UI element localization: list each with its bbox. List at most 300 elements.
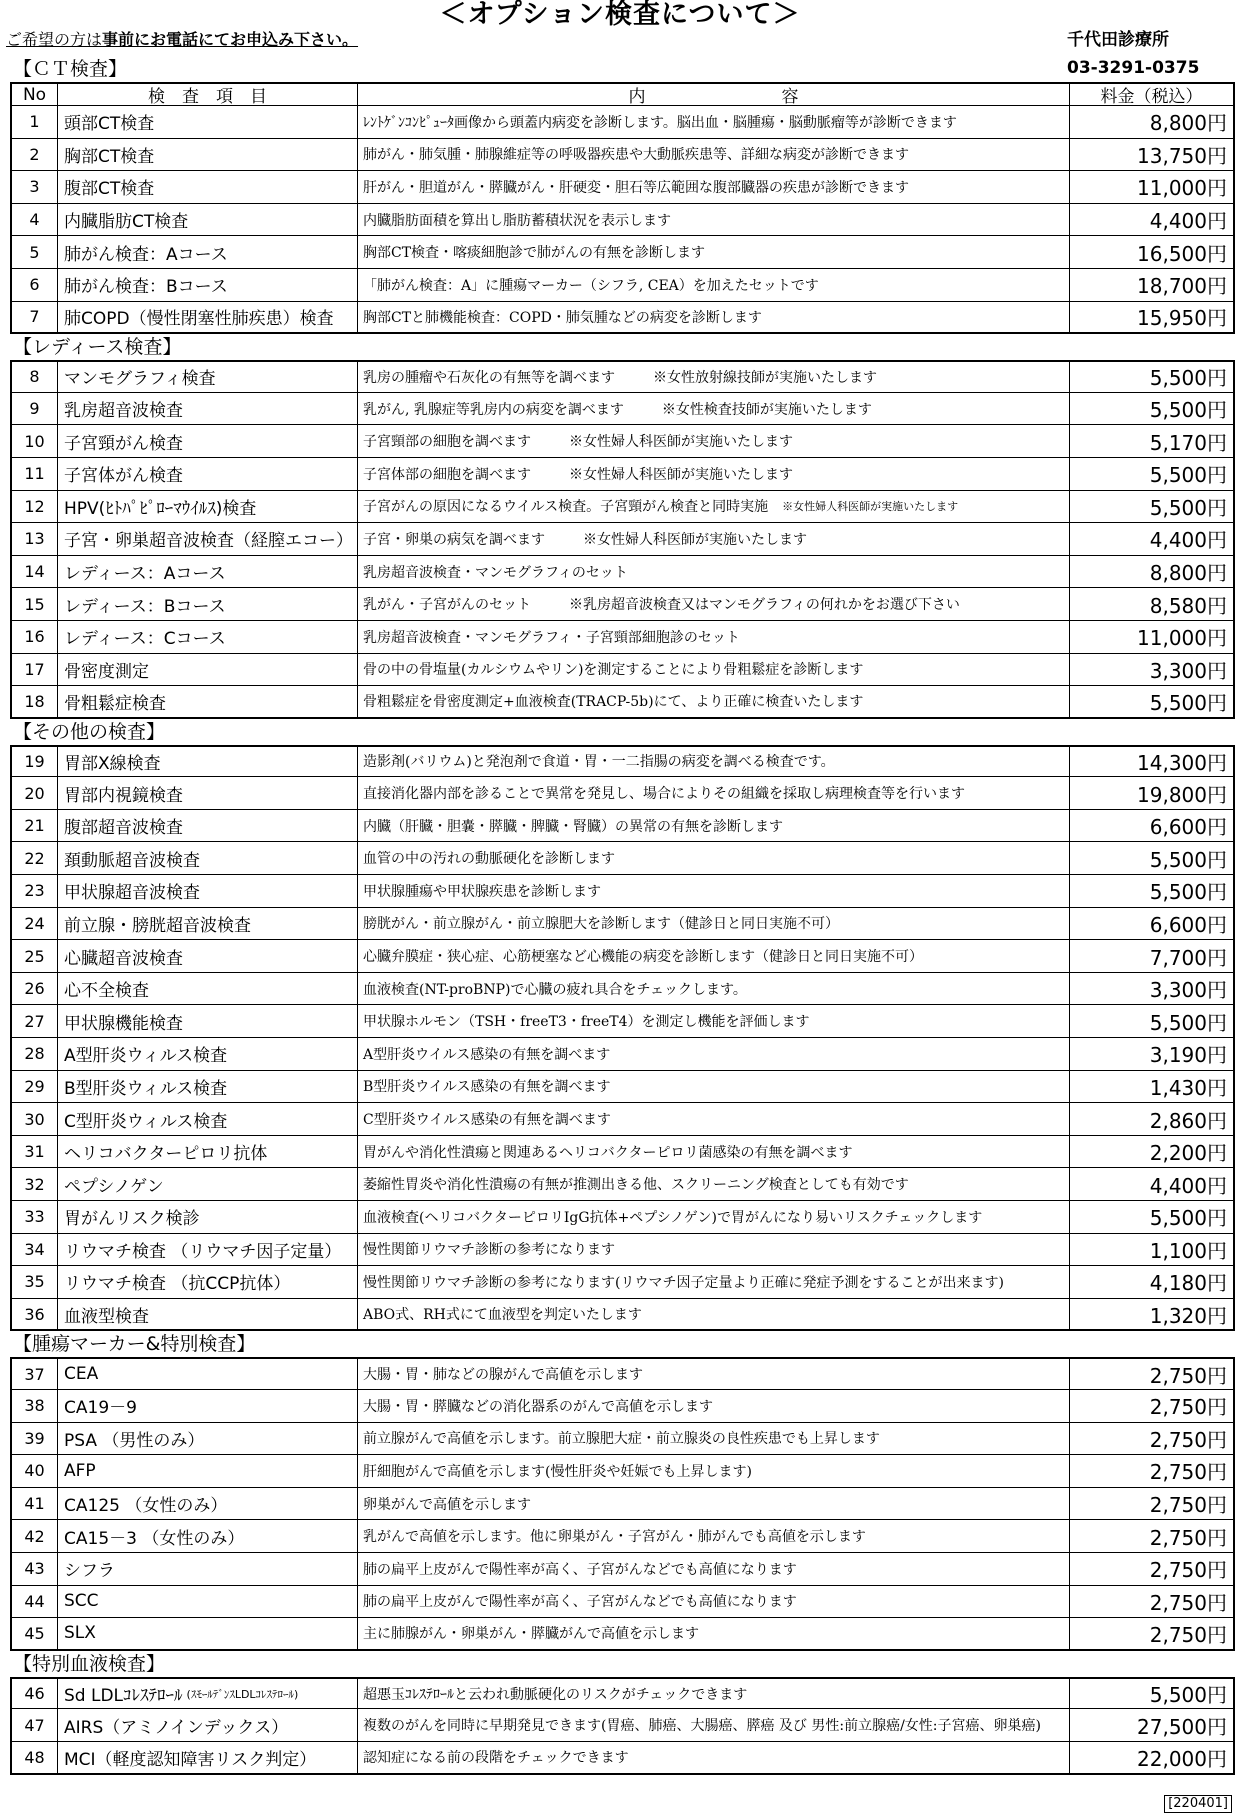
exam-name bbox=[58, 269, 358, 301]
exam-description bbox=[358, 236, 1070, 268]
exam-name-text: 血液型検査 bbox=[64, 1306, 149, 1327]
exam-name-note: (ｽﾓｰﾙﾃﾞﾝｽLDLｺﾚｽﾃﾛｰﾙ) bbox=[186, 1687, 299, 1701]
row-number: 10 bbox=[12, 425, 58, 457]
exam-description bbox=[358, 1038, 1070, 1070]
exam-price: 22,000円 bbox=[1137, 1746, 1227, 1771]
table-row bbox=[10, 1071, 1235, 1104]
exam-description-text: 内臓脂肪面積を算出し脂肪蓄積状況を表示します bbox=[363, 212, 671, 229]
row-number: 12 bbox=[12, 491, 58, 523]
table-row bbox=[10, 556, 1235, 589]
row-number: 17 bbox=[12, 654, 58, 686]
exam-name-text: 骨密度測定 bbox=[64, 661, 149, 682]
exam-name-text: 骨粗鬆症検査 bbox=[64, 693, 166, 714]
row-number: 31 bbox=[12, 1136, 58, 1168]
exam-description bbox=[358, 810, 1070, 842]
exam-price: 11,000円 bbox=[1137, 626, 1227, 651]
exam-description-text: 血管の中の汚れの動脈硬化を診断します bbox=[363, 851, 615, 868]
exam-description bbox=[358, 1520, 1070, 1552]
row-number: 40 bbox=[12, 1455, 58, 1487]
exam-name bbox=[58, 1299, 358, 1330]
exam-name-text: レディース：Bコース bbox=[64, 596, 226, 617]
row-number: 22 bbox=[12, 842, 58, 874]
exam-name-text: Sd LDLｺﾚｽﾃﾛｰﾙ bbox=[64, 1686, 183, 1707]
exam-price: 2,750円 bbox=[1149, 1427, 1227, 1452]
exam-name-text: リウマチ検査 （抗CCP抗体） bbox=[64, 1274, 291, 1295]
exam-price: 5,500円 bbox=[1149, 1010, 1227, 1035]
exam-description bbox=[358, 425, 1070, 457]
exam-price: 16,500円 bbox=[1137, 241, 1227, 266]
exam-price: 4,400円 bbox=[1149, 528, 1227, 553]
exam-description-text: C型肝炎ウイルス感染の有無を調べます bbox=[363, 1112, 611, 1129]
exam-description-text: 乳がん・子宮がんのセット bbox=[363, 597, 531, 614]
exam-description bbox=[358, 302, 1070, 333]
exam-description-text: 肝がん・胆道がん・膵臓がん・肝硬変・胆石等広範囲な腹部臓器の疾患が診断できます bbox=[363, 179, 909, 196]
exam-price: 13,750円 bbox=[1137, 143, 1227, 168]
exam-name-text: 心臓超音波検査 bbox=[64, 948, 183, 969]
exam-name bbox=[58, 1520, 358, 1552]
row-number: 38 bbox=[12, 1390, 58, 1422]
table-row bbox=[10, 842, 1235, 875]
page-title: ＜オプション検査について＞ bbox=[439, 0, 801, 30]
exam-description bbox=[358, 1553, 1070, 1585]
exam-description-text: 乳房超音波検査・マンモグラフィ・子宮頸部細胞診のセット bbox=[363, 629, 740, 646]
exam-description bbox=[358, 1709, 1070, 1741]
exam-price: 2,200円 bbox=[1149, 1141, 1227, 1166]
row-number: 4 bbox=[12, 204, 58, 236]
exam-name-text: 肺がん検査：Bコース bbox=[64, 277, 228, 298]
exam-name-text: レディース：Cコース bbox=[64, 629, 226, 650]
exam-description-text: 肝細胞がんで高値を示します(慢性肝炎や妊娠でも上昇します) bbox=[363, 1463, 752, 1480]
exam-name bbox=[58, 842, 358, 874]
exam-name bbox=[58, 236, 358, 268]
exam-name-text: シフラ bbox=[64, 1561, 115, 1582]
price-table bbox=[10, 56, 1235, 1775]
exam-description bbox=[358, 269, 1070, 301]
header-item: 検 査 項 目 bbox=[58, 84, 358, 105]
exam-description-text: 胸部CTと肺機能検査：COPD・肺気腫などの病変を診断します bbox=[363, 309, 762, 326]
exam-price: 1,100円 bbox=[1149, 1238, 1227, 1263]
table-row bbox=[10, 491, 1235, 524]
document-code: [220401] bbox=[1164, 1795, 1232, 1813]
exam-description bbox=[358, 1299, 1070, 1330]
exam-description-text: 肺がん・肺気腫・肺腺維症等の呼吸器疾患や大動脈疾患等、詳細な病変が診断できます bbox=[363, 147, 909, 164]
row-number: 42 bbox=[12, 1520, 58, 1552]
exam-name-text: CA125 （女性のみ） bbox=[64, 1496, 228, 1517]
exam-description bbox=[358, 875, 1070, 907]
exam-name-text: 胃部X線検査 bbox=[64, 753, 161, 774]
table-row bbox=[10, 1266, 1235, 1299]
table-row bbox=[10, 1136, 1235, 1169]
table-row bbox=[10, 1357, 1235, 1390]
exam-name-text: 腹部CT検査 bbox=[64, 179, 155, 200]
exam-name-text: 頚動脈超音波検査 bbox=[64, 850, 200, 871]
exam-description-text: 子宮頸部の細胞を調べます bbox=[363, 434, 531, 451]
table-row bbox=[10, 523, 1235, 556]
exam-price: 1,320円 bbox=[1149, 1303, 1227, 1328]
exam-price: 5,500円 bbox=[1149, 880, 1227, 905]
exam-price: 2,860円 bbox=[1149, 1108, 1227, 1133]
exam-name bbox=[58, 556, 358, 588]
exam-name-text: 子宮・卵巣超音波検査（経膣エコー） bbox=[64, 531, 353, 552]
row-number: 8 bbox=[12, 362, 58, 392]
section-title: 【腫瘍マーカー&特別検査】 bbox=[13, 1333, 256, 1356]
exam-name bbox=[58, 810, 358, 842]
row-number: 36 bbox=[12, 1299, 58, 1330]
exam-description-text: 乳房超音波検査・マンモグラフィのセット bbox=[363, 564, 628, 581]
exam-name bbox=[58, 1103, 358, 1135]
row-number: 43 bbox=[12, 1553, 58, 1585]
exam-description-text: 主に肺腺がん・卵巣がん・膵臓がんで高値を示します bbox=[363, 1626, 699, 1643]
exam-description bbox=[358, 139, 1070, 171]
exam-name-text: 胸部CT検査 bbox=[64, 146, 155, 167]
exam-name-text: 子宮頸がん検査 bbox=[64, 433, 183, 454]
exam-price: 4,400円 bbox=[1149, 209, 1227, 234]
row-number: 32 bbox=[12, 1168, 58, 1200]
table-row bbox=[10, 1390, 1235, 1423]
exam-name bbox=[58, 523, 358, 555]
exam-name-text: ペプシノゲン bbox=[64, 1176, 164, 1197]
row-number: 47 bbox=[12, 1709, 58, 1741]
exam-description-text: 胃がんや消化性潰瘍と関連あるヘリコバクターピロリ菌感染の有無を調べます bbox=[363, 1144, 853, 1161]
exam-description bbox=[358, 1005, 1070, 1037]
exam-description-text: 乳がんで高値を示します。他に卵巣がん・子宮がん・肺がんでも高値を示します bbox=[363, 1529, 866, 1546]
exam-description-text: 超悪玉ｺﾚｽﾃﾛｰﾙと云われ動脈硬化のリスクがチェックできます bbox=[363, 1686, 748, 1703]
exam-name bbox=[58, 1709, 358, 1741]
exam-description bbox=[358, 1266, 1070, 1298]
header-content: 内 容 bbox=[358, 84, 1070, 105]
exam-description-text: 「肺がん検査：A」に腫瘍マーカー（シフラ, CEA）を加えたセットです bbox=[363, 277, 819, 294]
exam-description bbox=[358, 747, 1070, 777]
table-row bbox=[10, 171, 1235, 204]
exam-name bbox=[58, 425, 358, 457]
exam-price: 8,800円 bbox=[1149, 561, 1227, 586]
exam-name bbox=[58, 1168, 358, 1200]
exam-description-text: 骨粗鬆症を骨密度測定+血液検査(TRACP-5b)にて、より正確に検査いたします bbox=[363, 694, 864, 711]
exam-description-text: 血液検査(NT-proBNP)で心臓の疲れ具合をチェックします。 bbox=[363, 981, 747, 998]
table-row bbox=[10, 940, 1235, 973]
row-number: 24 bbox=[12, 908, 58, 940]
exam-name-text: AIRS（アミノインデックス） bbox=[64, 1717, 289, 1738]
table-row bbox=[10, 973, 1235, 1006]
exam-price: 2,750円 bbox=[1149, 1395, 1227, 1420]
exam-description bbox=[358, 908, 1070, 940]
table-row bbox=[10, 621, 1235, 654]
table-row bbox=[10, 1709, 1235, 1742]
exam-description bbox=[358, 204, 1070, 236]
exam-name-text: PSA （男性のみ） bbox=[64, 1430, 205, 1451]
table-row bbox=[10, 425, 1235, 458]
exam-description bbox=[358, 1423, 1070, 1455]
exam-name bbox=[58, 940, 358, 972]
exam-description-text: 胸部CT検査・喀痰細胞診で肺がんの有無を診断します bbox=[363, 245, 706, 262]
row-number: 6 bbox=[12, 269, 58, 301]
exam-price: 3,300円 bbox=[1149, 658, 1227, 683]
exam-description bbox=[358, 973, 1070, 1005]
exam-description-text: 慢性関節リウマチ診断の参考になります(リウマチ因子定量より正確に発症予測をすることが出来ます) bbox=[363, 1274, 1004, 1291]
table-row bbox=[10, 1618, 1235, 1651]
exam-description-text: ﾚﾝﾄｹﾞﾝｺﾝﾋﾟｭｰﾀ画像から頭蓋内病変を診断します。脳出血・脳腫瘍・脳動脈瘤等が診断できます bbox=[363, 114, 957, 131]
exam-name bbox=[58, 393, 358, 425]
exam-description-text: 複数のがんを同時に早期発見できます(胃癌、肺癌、大腸癌、膵癌 及び 男性:前立腺癌/女性:子宮癌、卵巣癌) bbox=[363, 1718, 1041, 1735]
exam-price: 11,000円 bbox=[1137, 176, 1227, 201]
table-row bbox=[10, 393, 1235, 426]
exam-description bbox=[358, 523, 1070, 555]
exam-description-text: ABO式、RH式にて血液型を判定いたします bbox=[363, 1307, 642, 1324]
exam-name-text: ヘリコバクターピロリ抗体 bbox=[64, 1144, 268, 1165]
exam-name-text: C型肝炎ウィルス検査 bbox=[64, 1111, 228, 1132]
exam-name-text: 子宮体がん検査 bbox=[64, 466, 183, 487]
exam-description bbox=[358, 1679, 1070, 1709]
clinic-phone: 03-3291-0375 bbox=[1067, 58, 1200, 78]
exam-description bbox=[358, 654, 1070, 686]
exam-description bbox=[358, 1359, 1070, 1389]
exam-price: 5,500円 bbox=[1149, 398, 1227, 423]
exam-name bbox=[58, 654, 358, 686]
table-row bbox=[10, 1299, 1235, 1332]
exam-name bbox=[58, 1455, 358, 1487]
row-number: 21 bbox=[12, 810, 58, 842]
row-number: 16 bbox=[12, 621, 58, 653]
row-number: 33 bbox=[12, 1201, 58, 1233]
exam-price: 2,750円 bbox=[1149, 1363, 1227, 1388]
exam-price: 6,600円 bbox=[1149, 912, 1227, 937]
exam-description bbox=[358, 686, 1070, 717]
row-number: 35 bbox=[12, 1266, 58, 1298]
exam-name bbox=[58, 171, 358, 203]
exam-name-text: 甲状腺機能検査 bbox=[64, 1013, 183, 1034]
exam-description-text: 血液検査(ヘリコバクターピロリIgG抗体+ペプシノゲン)で胃がんになり易いリスクチェックします bbox=[363, 1209, 983, 1226]
exam-price: 1,430円 bbox=[1149, 1075, 1227, 1100]
row-number: 29 bbox=[12, 1071, 58, 1103]
exam-name-text: SCC bbox=[64, 1591, 99, 1612]
exam-price: 2,750円 bbox=[1149, 1525, 1227, 1550]
exam-name bbox=[58, 1005, 358, 1037]
row-number: 34 bbox=[12, 1234, 58, 1266]
exam-price: 8,580円 bbox=[1149, 593, 1227, 618]
exam-name-text: リウマチ検査 （リウマチ因子定量） bbox=[64, 1241, 342, 1262]
exam-description bbox=[358, 106, 1070, 138]
exam-description bbox=[358, 556, 1070, 588]
exam-name bbox=[58, 747, 358, 777]
exam-price: 15,950円 bbox=[1137, 306, 1227, 331]
header-price: 料金（税込） bbox=[1100, 87, 1203, 105]
exam-name-text: 甲状腺超音波検査 bbox=[64, 883, 200, 904]
exam-description bbox=[358, 491, 1070, 523]
exam-price: 2,750円 bbox=[1149, 1622, 1227, 1647]
exam-name bbox=[58, 491, 358, 523]
exam-description-text: 乳房の腫瘤や石灰化の有無等を調べます bbox=[363, 369, 615, 386]
exam-description bbox=[358, 777, 1070, 809]
exam-name bbox=[58, 908, 358, 940]
exam-price: 3,300円 bbox=[1149, 978, 1227, 1003]
exam-price: 5,500円 bbox=[1149, 366, 1227, 391]
exam-name-text: 胃部内視鏡検査 bbox=[64, 785, 183, 806]
exam-note: ※女性放射線技師が実施いたします bbox=[653, 369, 877, 386]
exam-description bbox=[358, 621, 1070, 653]
row-number: 48 bbox=[12, 1742, 58, 1773]
row-number: 27 bbox=[12, 1005, 58, 1037]
exam-description bbox=[358, 1136, 1070, 1168]
exam-name bbox=[58, 1136, 358, 1168]
exam-price: 5,170円 bbox=[1149, 430, 1227, 455]
exam-name bbox=[58, 777, 358, 809]
table-row bbox=[10, 302, 1235, 335]
exam-name-text: A型肝炎ウィルス検査 bbox=[64, 1046, 228, 1067]
exam-name bbox=[58, 1679, 358, 1709]
exam-name bbox=[58, 1234, 358, 1266]
exam-description bbox=[358, 1488, 1070, 1520]
table-row bbox=[10, 360, 1235, 393]
exam-description-text: 慢性関節リウマチ診断の参考になります bbox=[363, 1242, 615, 1259]
exam-description-text: 心臓弁膜症・狭心症、心筋梗塞など心機能の病変を診断します（健診日と同日実施不可） bbox=[363, 949, 923, 966]
exam-price: 18,700円 bbox=[1137, 274, 1227, 299]
exam-description-text: 認知症になる前の段階をチェックできます bbox=[363, 1750, 629, 1767]
exam-description-text: 前立腺がんで高値を示します。前立腺肥大症・前立腺炎の良性疾患でも上昇します bbox=[363, 1431, 880, 1448]
exam-description-text: 子宮・卵巣の病気を調べます bbox=[363, 531, 545, 548]
exam-name-text: B型肝炎ウィルス検査 bbox=[64, 1078, 228, 1099]
table-header-row bbox=[10, 82, 1235, 106]
exam-price: 8,800円 bbox=[1149, 111, 1227, 136]
exam-price: 2,750円 bbox=[1149, 1590, 1227, 1615]
exam-description bbox=[358, 588, 1070, 620]
exam-price: 4,400円 bbox=[1149, 1173, 1227, 1198]
row-number: 30 bbox=[12, 1103, 58, 1135]
exam-note: ※女性婦人科医師が実施いたします bbox=[569, 434, 793, 451]
row-number: 45 bbox=[12, 1618, 58, 1649]
exam-price: 5,500円 bbox=[1149, 690, 1227, 715]
exam-name-text: 乳房超音波検査 bbox=[64, 401, 183, 422]
exam-description-text: 子宮がんの原因になるウイルス検査。子宮頸がん検査と同時実施 bbox=[363, 499, 769, 516]
row-number: 14 bbox=[12, 556, 58, 588]
exam-name bbox=[58, 302, 358, 333]
exam-description-text: B型肝炎ウイルス感染の有無を調べます bbox=[363, 1079, 611, 1096]
exam-price: 5,500円 bbox=[1149, 847, 1227, 872]
exam-name bbox=[58, 1266, 358, 1298]
section-title: 【レディース検査】 bbox=[13, 336, 182, 359]
exam-description bbox=[358, 362, 1070, 392]
exam-name bbox=[58, 1618, 358, 1649]
exam-description bbox=[358, 1168, 1070, 1200]
exam-name bbox=[58, 875, 358, 907]
exam-description-text: 内臓（肝臓・胆嚢・膵臓・脾臓・腎臓）の異常の有無を診断します bbox=[363, 818, 783, 835]
table-row bbox=[10, 458, 1235, 491]
exam-description-text: 直接消化器内部を診ることで異常を発見し、場合によりその組織を採取し病理検査等を行います bbox=[363, 786, 965, 803]
exam-name bbox=[58, 621, 358, 653]
exam-price: 4,180円 bbox=[1149, 1271, 1227, 1296]
table-row bbox=[10, 745, 1235, 778]
table-row bbox=[10, 810, 1235, 843]
exam-description bbox=[358, 1455, 1070, 1487]
exam-description-text: 卵巣がんで高値を示します bbox=[363, 1496, 531, 1513]
table-row bbox=[10, 654, 1235, 687]
exam-price: 27,500円 bbox=[1137, 1714, 1227, 1739]
exam-price: 5,500円 bbox=[1149, 1683, 1227, 1708]
exam-description bbox=[358, 393, 1070, 425]
exam-name-text: SLX bbox=[64, 1623, 96, 1644]
exam-description bbox=[358, 1390, 1070, 1422]
section-title: 【ＣＴ検査】 bbox=[13, 58, 128, 80]
exam-price: 2,750円 bbox=[1149, 1558, 1227, 1583]
exam-description-text: 大腸・胃・膵臓などの消化器系のがんで高値を示します bbox=[363, 1398, 713, 1415]
exam-note: ※女性検査技師が実施いたします bbox=[661, 401, 872, 418]
row-number: 7 bbox=[12, 302, 58, 333]
table-row bbox=[10, 588, 1235, 621]
exam-name-text: MCI（軽度認知障害リスク判定） bbox=[64, 1749, 317, 1770]
exam-name bbox=[58, 1038, 358, 1070]
exam-name-text: 肺COPD（慢性閉塞性肺疾患）検査 bbox=[64, 309, 334, 330]
table-row bbox=[10, 236, 1235, 269]
table-row bbox=[10, 106, 1235, 139]
exam-price: 2,750円 bbox=[1149, 1493, 1227, 1518]
exam-name-text: 内臓脂肪CT検査 bbox=[64, 212, 189, 233]
table-row bbox=[10, 1677, 1235, 1710]
exam-price: 5,500円 bbox=[1149, 1206, 1227, 1231]
exam-name-text: CEA bbox=[64, 1364, 99, 1385]
row-number: 41 bbox=[12, 1488, 58, 1520]
exam-name-text: CA15－3 （女性のみ） bbox=[64, 1528, 245, 1549]
exam-note: ※乳房超音波検査又はマンモグラフィの何れかをお選び下さい bbox=[569, 597, 960, 614]
table-row bbox=[10, 1168, 1235, 1201]
table-row bbox=[10, 1005, 1235, 1038]
exam-name bbox=[58, 139, 358, 171]
exam-name bbox=[58, 1488, 358, 1520]
row-number: 20 bbox=[12, 777, 58, 809]
exam-description-text: 造影剤(バリウム)と発泡剤で食道・胃・一二指腸の病変を調べる検査です。 bbox=[363, 754, 835, 771]
table-row bbox=[10, 1234, 1235, 1267]
exam-price: 2,750円 bbox=[1149, 1460, 1227, 1485]
exam-description bbox=[358, 940, 1070, 972]
exam-description-text: 膀胱がん・前立腺がん・前立腺肥大を診断します（健診日と同日実施不可） bbox=[363, 916, 839, 933]
table-row bbox=[10, 908, 1235, 941]
exam-description bbox=[358, 1742, 1070, 1773]
exam-price: 6,600円 bbox=[1149, 815, 1227, 840]
row-number: 44 bbox=[12, 1586, 58, 1618]
exam-name bbox=[58, 1553, 358, 1585]
exam-description bbox=[358, 1618, 1070, 1649]
row-number: 28 bbox=[12, 1038, 58, 1070]
exam-note: ※女性婦人科医師が実施いたします bbox=[583, 531, 807, 548]
exam-description-text: 肺の扁平上皮がんで陽性率が高く、子宮がんなどでも高値になります bbox=[363, 1561, 797, 1578]
exam-name bbox=[58, 686, 358, 717]
exam-name-text: HPV(ﾋﾄﾊﾟﾋﾟﾛｰﾏｳｲﾙｽ)検査 bbox=[64, 498, 257, 519]
row-number: 39 bbox=[12, 1423, 58, 1455]
table-row bbox=[10, 1201, 1235, 1234]
row-number: 25 bbox=[12, 940, 58, 972]
exam-name-text: 腹部超音波検査 bbox=[64, 818, 183, 839]
exam-price: 7,700円 bbox=[1149, 945, 1227, 970]
table-row bbox=[10, 1423, 1235, 1456]
exam-name bbox=[58, 362, 358, 392]
table-row bbox=[10, 139, 1235, 172]
exam-name bbox=[58, 1742, 358, 1773]
exam-description-text: 子宮体部の細胞を調べます bbox=[363, 466, 531, 483]
table-row bbox=[10, 1553, 1235, 1586]
exam-description bbox=[358, 842, 1070, 874]
table-row bbox=[10, 1103, 1235, 1136]
notice-prefix: ご希望の方は bbox=[6, 30, 103, 49]
clinic-name: 千代田診療所 bbox=[1067, 30, 1169, 50]
row-number: 9 bbox=[12, 393, 58, 425]
exam-name-text: マンモグラフィ検査 bbox=[64, 369, 216, 390]
table-row bbox=[10, 1742, 1235, 1775]
exam-name bbox=[58, 1423, 358, 1455]
row-number: 15 bbox=[12, 588, 58, 620]
exam-note: ※女性婦人科医師が実施いたします bbox=[782, 500, 959, 514]
table-row bbox=[10, 1455, 1235, 1488]
exam-description-text: 大腸・胃・肺などの腺がんで高値を示します bbox=[363, 1367, 643, 1384]
row-number: 23 bbox=[12, 875, 58, 907]
exam-description bbox=[358, 1071, 1070, 1103]
